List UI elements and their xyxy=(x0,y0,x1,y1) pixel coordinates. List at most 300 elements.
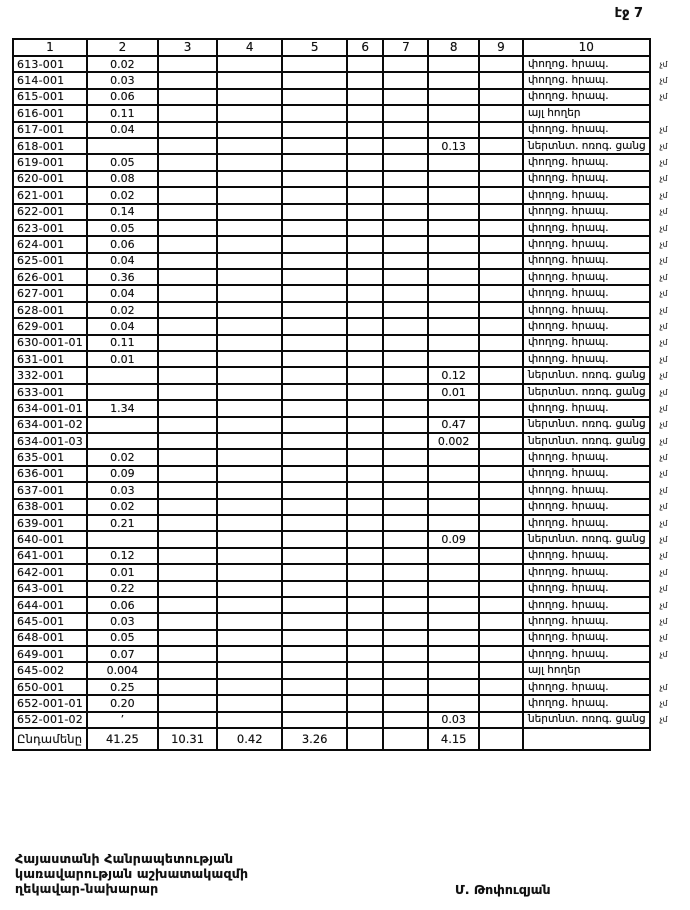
table-cell: փողոց. հրապ. xyxy=(523,548,650,564)
margin-note: չմ xyxy=(659,633,668,643)
table-cell: 0.03 xyxy=(87,72,158,88)
table-cell xyxy=(428,236,479,252)
table-cell xyxy=(479,269,523,285)
table-cell xyxy=(158,712,217,728)
table-cell xyxy=(383,466,428,482)
table-cell xyxy=(383,302,428,318)
table-cell xyxy=(383,679,428,695)
table-row xyxy=(13,122,689,138)
table-cell xyxy=(282,187,347,203)
table-row xyxy=(13,269,689,285)
table-cell xyxy=(428,630,479,646)
table-cell xyxy=(347,56,383,72)
table-cell xyxy=(383,204,428,220)
table-cell xyxy=(383,72,428,88)
table-cell xyxy=(383,335,428,351)
table-cell: 620-001 xyxy=(13,171,87,187)
table-cell xyxy=(383,630,428,646)
table-cell xyxy=(158,679,217,695)
table-row xyxy=(13,597,689,613)
table-cell xyxy=(217,679,282,695)
table-cell xyxy=(282,597,347,613)
table-cell: 635-001 xyxy=(13,449,87,465)
table-cell xyxy=(383,695,428,711)
table-cell xyxy=(282,449,347,465)
table-cell xyxy=(479,662,523,678)
table-cell: 0.03 xyxy=(428,712,479,728)
table-cell: 640-001 xyxy=(13,531,87,547)
table-cell xyxy=(383,613,428,629)
table-cell xyxy=(347,646,383,662)
table-cell xyxy=(347,384,383,400)
table-cell xyxy=(217,695,282,711)
margin-note xyxy=(650,105,689,121)
table-header xyxy=(13,39,689,56)
table-cell: փողոց. հրապ. xyxy=(523,630,650,646)
table-cell xyxy=(383,384,428,400)
table-cell xyxy=(383,154,428,170)
table-cell xyxy=(428,285,479,301)
table-cell xyxy=(428,646,479,662)
table-cell: ներտնտ. ոռոգ. ցանց xyxy=(523,712,650,728)
table-cell xyxy=(282,269,347,285)
table-cell xyxy=(479,581,523,597)
table-cell: Ընդամենը xyxy=(13,728,87,750)
margin-note: չմ xyxy=(659,551,668,561)
table-row xyxy=(13,171,689,187)
table-cell xyxy=(282,581,347,597)
table-cell: փողոց. հրապ. xyxy=(523,154,650,170)
table-cell xyxy=(428,302,479,318)
table-cell: 0.004 xyxy=(87,662,158,678)
table-cell xyxy=(428,105,479,121)
table-cell xyxy=(282,417,347,433)
table-row xyxy=(13,548,689,564)
table-cell: 0.07 xyxy=(87,646,158,662)
table-cell xyxy=(158,89,217,105)
table-cell: փողոց. հրապ. xyxy=(523,122,650,138)
table-cell: 625-001 xyxy=(13,253,87,269)
table-cell xyxy=(158,449,217,465)
table-cell xyxy=(383,728,428,750)
table-cell xyxy=(347,400,383,416)
table-cell xyxy=(428,122,479,138)
table-cell xyxy=(347,597,383,613)
margin-note: չմ xyxy=(659,436,668,446)
table-cell xyxy=(479,417,523,433)
table-cell: 0.09 xyxy=(428,531,479,547)
margin-note: չմ xyxy=(659,567,668,577)
table-row xyxy=(13,449,689,465)
page-number: էջ 7 xyxy=(614,6,643,21)
table-cell: 644-001 xyxy=(13,597,87,613)
table-cell xyxy=(428,597,479,613)
table-cell xyxy=(282,384,347,400)
table-row xyxy=(13,417,689,433)
table-cell xyxy=(158,482,217,498)
table-cell: ներտնտ. ոռոգ. ցանց xyxy=(523,367,650,383)
table-cell xyxy=(347,613,383,629)
table-cell xyxy=(383,171,428,187)
table-cell xyxy=(347,712,383,728)
table-cell: 0.01 xyxy=(87,351,158,367)
table-cell: 627-001 xyxy=(13,285,87,301)
table-cell xyxy=(217,105,282,121)
table-cell: փողոց. հրապ. xyxy=(523,597,650,613)
table-cell xyxy=(383,433,428,449)
table-cell: 616-001 xyxy=(13,105,87,121)
table-cell: 0.06 xyxy=(87,597,158,613)
table-cell: փողոց. հրապ. xyxy=(523,204,650,220)
table-cell xyxy=(158,187,217,203)
table-cell xyxy=(158,220,217,236)
table-cell: 634-001-01 xyxy=(13,400,87,416)
table-cell xyxy=(428,89,479,105)
table-cell: 0.03 xyxy=(87,613,158,629)
table-cell xyxy=(428,695,479,711)
table-cell xyxy=(347,499,383,515)
table-cell xyxy=(158,253,217,269)
table-row xyxy=(13,613,689,629)
margin-note: չմ xyxy=(659,321,668,331)
footer-line-3: ղեկավար-նախարար xyxy=(15,880,159,896)
footer-line-2: կառավարության աշխատակազմի xyxy=(15,865,249,881)
table-cell xyxy=(428,564,479,580)
table-cell: 332-001 xyxy=(13,367,87,383)
table-cell: ներտնտ. ոռոգ. ցանց xyxy=(523,531,650,547)
table-row xyxy=(13,531,689,547)
table-cell xyxy=(282,613,347,629)
table-cell: 3.26 xyxy=(282,728,347,750)
table-cell xyxy=(347,269,383,285)
table-cell: փողոց. հրապ. xyxy=(523,400,650,416)
table-cell: 0.05 xyxy=(87,220,158,236)
table-cell xyxy=(347,187,383,203)
table-row xyxy=(13,433,689,449)
table-cell: 0.04 xyxy=(87,285,158,301)
table-cell xyxy=(383,400,428,416)
table-cell xyxy=(347,531,383,547)
table-row xyxy=(13,285,689,301)
table-cell xyxy=(158,466,217,482)
table-cell xyxy=(347,89,383,105)
table-cell: 0.14 xyxy=(87,204,158,220)
table-row xyxy=(13,105,689,121)
table-cell xyxy=(347,417,383,433)
table-row xyxy=(13,236,689,252)
table-cell: 615-001 xyxy=(13,89,87,105)
table-cell xyxy=(428,581,479,597)
table-cell xyxy=(479,482,523,498)
table-cell: 649-001 xyxy=(13,646,87,662)
table-cell xyxy=(383,351,428,367)
table-cell: 642-001 xyxy=(13,564,87,580)
table-cell xyxy=(523,728,650,750)
margin-note xyxy=(650,728,689,750)
data-table xyxy=(12,38,690,751)
table-cell: փողոց. հրապ. xyxy=(523,351,650,367)
table-cell: 628-001 xyxy=(13,302,87,318)
table-cell: 618-001 xyxy=(13,138,87,154)
table-cell: փողոց. հրապ. xyxy=(523,318,650,334)
table-cell: 0.04 xyxy=(87,318,158,334)
table-row xyxy=(13,56,689,72)
table-cell xyxy=(282,236,347,252)
table-cell xyxy=(479,466,523,482)
table-cell xyxy=(479,400,523,416)
table-cell xyxy=(282,646,347,662)
table-cell xyxy=(479,367,523,383)
table-cell xyxy=(217,269,282,285)
table-cell xyxy=(347,564,383,580)
table-cell xyxy=(217,597,282,613)
margin-note: չմ xyxy=(659,239,668,249)
table-cell xyxy=(282,367,347,383)
table-cell xyxy=(479,204,523,220)
table-cell xyxy=(217,564,282,580)
table-cell: 623-001 xyxy=(13,220,87,236)
margin-spacer xyxy=(650,39,689,56)
table-cell: 0.21 xyxy=(87,515,158,531)
column-header: 7 xyxy=(383,39,428,56)
table-cell xyxy=(158,531,217,547)
margin-note: չմ xyxy=(659,76,668,86)
table-cell xyxy=(383,56,428,72)
table-cell xyxy=(282,695,347,711)
margin-note xyxy=(650,662,689,678)
table-cell: 645-002 xyxy=(13,662,87,678)
table-cell: 621-001 xyxy=(13,187,87,203)
table-cell xyxy=(217,318,282,334)
table-cell xyxy=(282,220,347,236)
table-cell: 0.09 xyxy=(87,466,158,482)
margin-note: չմ xyxy=(659,174,668,184)
table-cell xyxy=(347,318,383,334)
table-cell xyxy=(479,56,523,72)
table-cell: փողոց. հրապ. xyxy=(523,482,650,498)
margin-note: չմ xyxy=(659,453,668,463)
table-cell xyxy=(282,482,347,498)
table-cell xyxy=(383,89,428,105)
table-cell: փողոց. հրապ. xyxy=(523,187,650,203)
margin-note: չմ xyxy=(659,387,668,397)
table-cell xyxy=(282,662,347,678)
table-cell xyxy=(217,548,282,564)
margin-note: չմ xyxy=(659,125,668,135)
table-cell xyxy=(428,56,479,72)
table-cell xyxy=(479,122,523,138)
table-cell xyxy=(217,662,282,678)
table-cell xyxy=(347,220,383,236)
table-cell xyxy=(347,433,383,449)
table-cell xyxy=(383,597,428,613)
table-cell xyxy=(428,204,479,220)
table-cell: այլ հողեր xyxy=(523,105,650,121)
table-cell xyxy=(479,433,523,449)
table-cell xyxy=(383,646,428,662)
margin-note: չմ xyxy=(659,190,668,200)
table-cell xyxy=(479,630,523,646)
table-cell: 0.12 xyxy=(428,367,479,383)
table-cell xyxy=(282,105,347,121)
table-cell xyxy=(347,449,383,465)
table-cell xyxy=(87,531,158,547)
table-cell: 0.04 xyxy=(87,253,158,269)
table-cell: 0.22 xyxy=(87,581,158,597)
table-cell xyxy=(347,72,383,88)
table-cell xyxy=(158,236,217,252)
table-cell xyxy=(282,154,347,170)
table-cell: փողոց. հրապ. xyxy=(523,646,650,662)
margin-note: չմ xyxy=(659,518,668,528)
table-row xyxy=(13,138,689,154)
table-cell xyxy=(158,204,217,220)
table-cell: 0.11 xyxy=(87,335,158,351)
table-cell: փողոց. հրապ. xyxy=(523,269,650,285)
table-row xyxy=(13,384,689,400)
table-cell: 0.11 xyxy=(87,105,158,121)
table-cell xyxy=(479,171,523,187)
table-cell xyxy=(87,138,158,154)
table-cell: 631-001 xyxy=(13,351,87,367)
table-cell: 634-001-03 xyxy=(13,433,87,449)
table-row xyxy=(13,646,689,662)
table-cell: 0.42 xyxy=(217,728,282,750)
table-cell xyxy=(282,499,347,515)
table-cell: 0.02 xyxy=(87,499,158,515)
table-cell xyxy=(383,105,428,121)
table-cell xyxy=(479,351,523,367)
table-cell xyxy=(479,236,523,252)
table-cell xyxy=(282,712,347,728)
table-cell xyxy=(158,269,217,285)
column-header: 3 xyxy=(158,39,217,56)
table-cell xyxy=(428,613,479,629)
table-cell: 0.02 xyxy=(87,302,158,318)
margin-note: չմ xyxy=(659,289,668,299)
table-row xyxy=(13,712,689,728)
table-cell: 614-001 xyxy=(13,72,87,88)
table-cell: 645-001 xyxy=(13,613,87,629)
table-cell: 629-001 xyxy=(13,318,87,334)
table-cell xyxy=(479,548,523,564)
table-cell xyxy=(479,220,523,236)
table-cell xyxy=(383,449,428,465)
table-cell xyxy=(217,646,282,662)
table-cell xyxy=(383,269,428,285)
table-header-row xyxy=(13,39,689,56)
table-cell xyxy=(217,171,282,187)
table-cell: այլ հողեր xyxy=(523,662,650,678)
table-cell xyxy=(158,171,217,187)
table-row xyxy=(13,515,689,531)
table-cell: 0.06 xyxy=(87,236,158,252)
table-row xyxy=(13,466,689,482)
table-cell xyxy=(383,285,428,301)
table-cell xyxy=(347,351,383,367)
table-row xyxy=(13,564,689,580)
table-cell: 0.02 xyxy=(87,187,158,203)
table-cell: 638-001 xyxy=(13,499,87,515)
table-cell xyxy=(479,564,523,580)
table-cell xyxy=(347,367,383,383)
margin-note: չմ xyxy=(659,600,668,610)
table-cell xyxy=(158,285,217,301)
table-cell xyxy=(479,72,523,88)
table-cell xyxy=(282,351,347,367)
table-cell: 652-001-02 xyxy=(13,712,87,728)
margin-note: չմ xyxy=(659,616,668,626)
table-cell xyxy=(428,515,479,531)
margin-note: չմ xyxy=(659,469,668,479)
table-cell xyxy=(217,253,282,269)
margin-note: չմ xyxy=(659,485,668,495)
margin-note: չմ xyxy=(659,59,668,69)
table-cell xyxy=(282,285,347,301)
table-cell: 0.47 xyxy=(428,417,479,433)
table-cell: 0.04 xyxy=(87,122,158,138)
table-cell xyxy=(383,564,428,580)
footer-line-1: Հայաստանի Հանրապետության xyxy=(15,851,234,866)
table-cell: 630-001-01 xyxy=(13,335,87,351)
table-row xyxy=(13,482,689,498)
table-cell xyxy=(428,548,479,564)
table-cell: 0.06 xyxy=(87,89,158,105)
table-cell xyxy=(282,122,347,138)
table-cell xyxy=(282,564,347,580)
table-cell xyxy=(282,548,347,564)
table-cell: 4.15 xyxy=(428,728,479,750)
table-cell: փողոց. հրապ. xyxy=(523,449,650,465)
table-cell xyxy=(347,285,383,301)
table-cell xyxy=(383,662,428,678)
table-cell xyxy=(479,613,523,629)
table-cell: 0.01 xyxy=(428,384,479,400)
table-cell xyxy=(87,367,158,383)
table-cell xyxy=(383,712,428,728)
margin-note: չմ xyxy=(659,223,668,233)
table-cell xyxy=(479,499,523,515)
table-cell xyxy=(347,122,383,138)
table-row xyxy=(13,695,689,711)
table-cell xyxy=(347,466,383,482)
table-cell xyxy=(158,499,217,515)
table-cell xyxy=(217,154,282,170)
table-cell xyxy=(479,89,523,105)
margin-note: չմ xyxy=(659,420,668,430)
table-cell: փողոց. հրապ. xyxy=(523,581,650,597)
table-cell xyxy=(479,597,523,613)
table-cell xyxy=(428,171,479,187)
table-row xyxy=(13,581,689,597)
table-cell xyxy=(158,417,217,433)
table-cell xyxy=(347,630,383,646)
table-cell: 0.05 xyxy=(87,154,158,170)
table-cell xyxy=(428,269,479,285)
table-cell xyxy=(383,531,428,547)
table-cell: 0.01 xyxy=(87,564,158,580)
table-cell xyxy=(158,384,217,400)
table-cell xyxy=(347,154,383,170)
table-cell xyxy=(158,400,217,416)
margin-note: չմ xyxy=(659,272,668,282)
table-cell: 643-001 xyxy=(13,581,87,597)
table-cell xyxy=(217,302,282,318)
table-cell xyxy=(217,400,282,416)
margin-note: չմ xyxy=(659,371,668,381)
table-cell xyxy=(347,581,383,597)
table-cell xyxy=(217,56,282,72)
